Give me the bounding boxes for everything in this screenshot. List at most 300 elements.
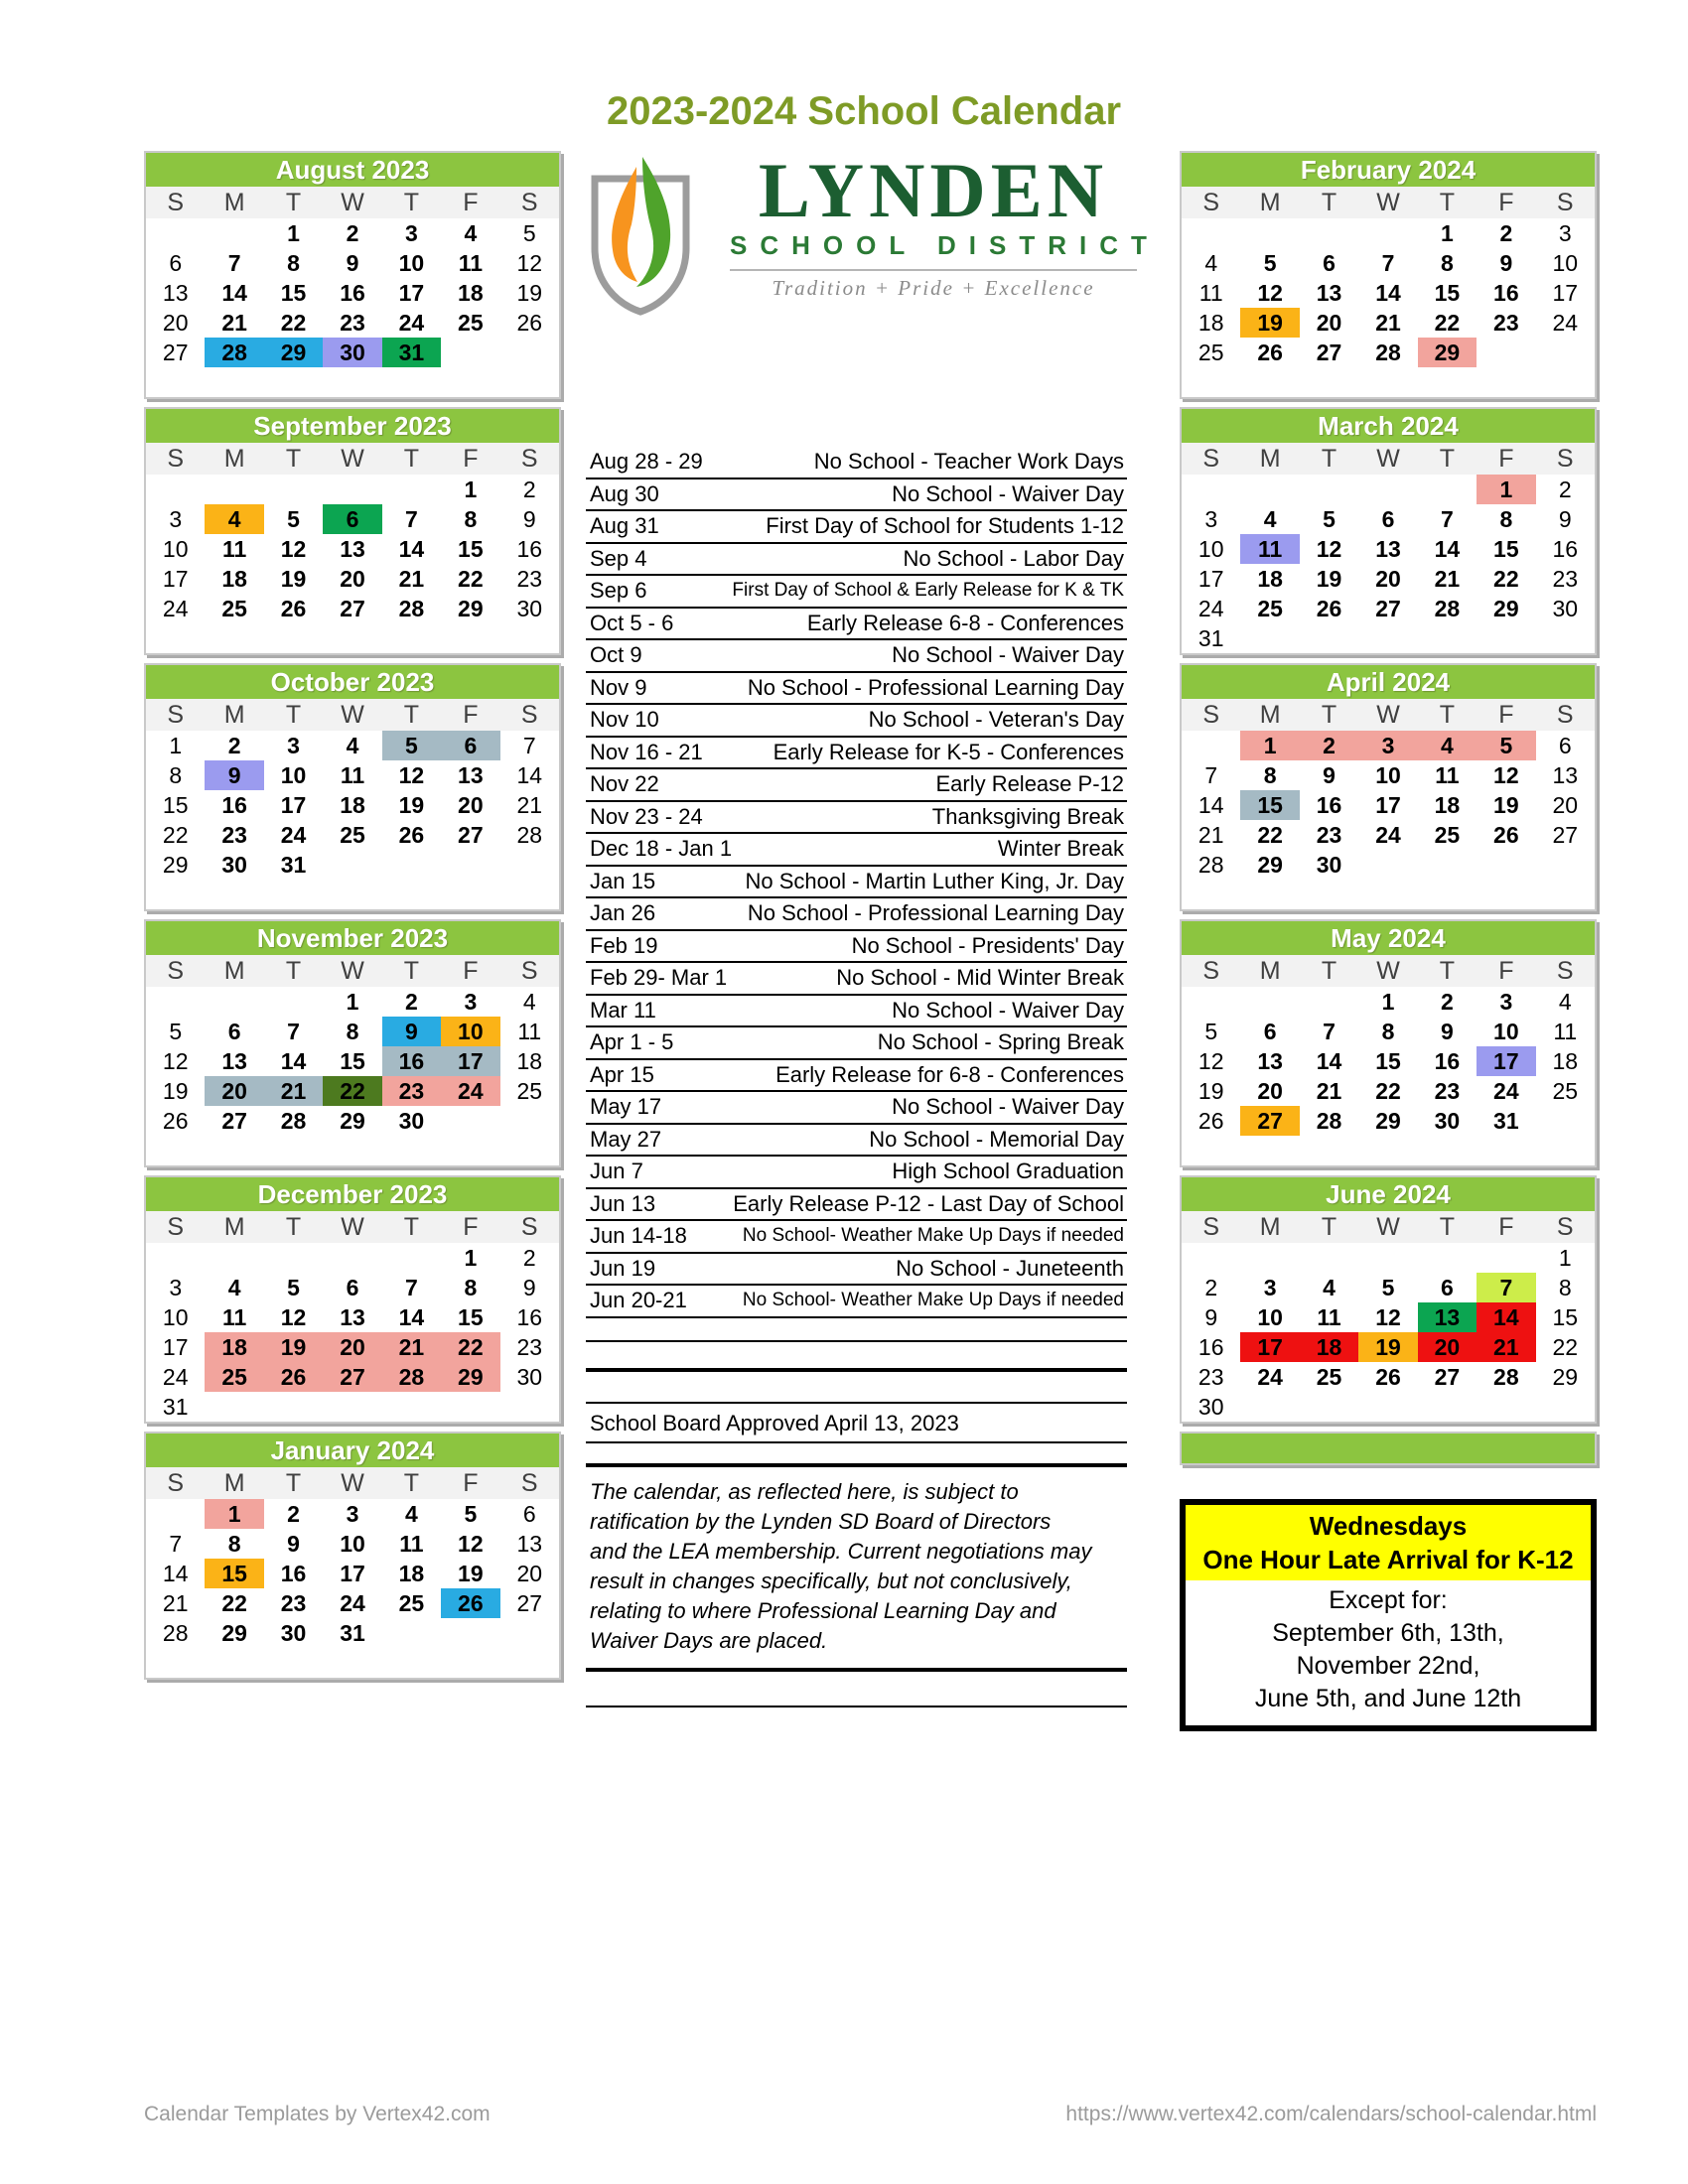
month-title: December 2023 <box>146 1177 559 1211</box>
day-cell: 25 <box>1434 822 1461 848</box>
day-cell: 31 <box>162 1394 189 1420</box>
day-cell: 9 <box>287 1531 300 1557</box>
day-cell <box>146 1243 205 1273</box>
event-row <box>586 931 1127 964</box>
day-cell: 29 <box>1552 1364 1579 1390</box>
week-row <box>146 475 559 504</box>
day-cell <box>264 1243 323 1273</box>
event-date: Nov 22 <box>590 771 659 797</box>
day-cell: 31 <box>340 1620 365 1646</box>
disclaimer-line: The calendar, as reflected here, is subject to <box>590 1478 1019 1504</box>
event-description: No School - Juneteenth <box>896 1255 1124 1281</box>
day-cell: 22 <box>458 566 484 592</box>
day-cell <box>1240 987 1299 1017</box>
day-cell: 4 <box>227 1275 241 1300</box>
event-row <box>586 544 1127 577</box>
months-column-left <box>144 151 561 1688</box>
event-description: No School - Waiver Day <box>892 480 1124 506</box>
day-cell: 11 <box>340 762 365 788</box>
day-cell-highlighted: 15 <box>205 1559 263 1588</box>
day-cell: 12 <box>1375 1304 1401 1330</box>
day-cell: 12 <box>280 1304 307 1330</box>
district-logo-text <box>730 147 1160 301</box>
day-cell: 15 <box>458 1304 484 1330</box>
event-row <box>586 1286 1127 1318</box>
week-row <box>146 1046 559 1076</box>
day-cell-highlighted: 25 <box>205 1362 263 1392</box>
weekday-label: F <box>1498 701 1514 729</box>
week-row <box>1182 248 1595 278</box>
day-cell-highlighted: 7 <box>1477 1273 1535 1302</box>
day-cell: 23 <box>1316 822 1342 848</box>
day-cell-highlighted: 5 <box>382 731 441 760</box>
day-cell <box>1477 1136 1535 1165</box>
week-row <box>146 594 559 623</box>
weekday-label: T <box>403 957 420 985</box>
day-cell <box>1182 475 1240 504</box>
day-cell: 16 <box>1552 536 1579 562</box>
event-description: Early Release for 6-8 - Conferences <box>775 1061 1124 1087</box>
event-date: Aug 30 <box>590 480 659 506</box>
day-cell <box>382 880 441 909</box>
event-row <box>586 609 1127 641</box>
day-cell: 30 <box>1316 852 1342 878</box>
day-cell: 9 <box>1323 762 1336 788</box>
day-cell <box>1477 367 1535 397</box>
district-logo-flame-icon <box>581 149 700 318</box>
event-description: First Day of School & Early Release for K & TK <box>732 580 1124 602</box>
day-cell: 21 <box>1434 566 1461 592</box>
day-cell <box>205 1392 263 1422</box>
day-cell: 19 <box>162 1078 189 1104</box>
day-cell: 7 <box>1323 1019 1336 1044</box>
day-cell: 13 <box>1552 762 1579 788</box>
event-row <box>586 834 1127 867</box>
week-row <box>1182 367 1595 397</box>
day-cell: 14 <box>221 280 247 306</box>
weekday-label: W <box>1376 701 1400 729</box>
day-cell: 29 <box>458 596 484 621</box>
weekday-label: M <box>1259 189 1281 216</box>
day-cell <box>205 367 263 397</box>
weekday-label: T <box>1439 701 1456 729</box>
day-cell: 6 <box>1263 1019 1277 1044</box>
event-description: No School - Mid Winter Break <box>836 965 1124 991</box>
day-cell: 16 <box>221 792 247 818</box>
week-row <box>146 1332 559 1362</box>
day-cell: 1 <box>287 220 300 246</box>
day-cell: 29 <box>1375 1108 1401 1134</box>
day-cell: 15 <box>162 792 189 818</box>
weekday-label: W <box>1376 445 1400 473</box>
day-cell <box>1182 1243 1240 1273</box>
day-cell-highlighted: 30 <box>323 338 381 367</box>
day-cell: 27 <box>162 340 189 365</box>
weekday-label: S <box>520 701 538 729</box>
event-date: May 27 <box>590 1126 662 1152</box>
day-cell: 10 <box>162 536 189 562</box>
day-cell: 10 <box>1493 1019 1519 1044</box>
week-row <box>146 850 559 880</box>
day-cell: 3 <box>1499 989 1513 1015</box>
day-cell: 31 <box>1493 1108 1519 1134</box>
event-date: Jun 7 <box>590 1159 643 1184</box>
late-arrival-notice <box>1180 1499 1597 1731</box>
day-cell: 21 <box>1375 310 1401 336</box>
event-date: Oct 9 <box>590 642 642 668</box>
weekday-label: T <box>285 1213 302 1241</box>
weekday-label: F <box>463 1469 479 1497</box>
day-cell: 17 <box>398 280 425 306</box>
day-cell: 14 <box>162 1561 189 1586</box>
day-cell <box>500 850 559 880</box>
day-cell <box>264 475 323 504</box>
week-row <box>146 1243 559 1273</box>
event-row <box>586 996 1127 1028</box>
footer-url[interactable]: https://www.vertex42.com/calendars/school-calendar.html <box>1065 2103 1597 2125</box>
day-cell: 19 <box>1316 566 1342 592</box>
event-row <box>586 1157 1127 1189</box>
day-cell: 26 <box>1375 1364 1401 1390</box>
day-cell: 20 <box>1257 1078 1283 1104</box>
day-cell: 10 <box>280 762 307 788</box>
week-row <box>1182 534 1595 564</box>
day-cell: 18 <box>398 1561 425 1586</box>
day-cell: 20 <box>1552 792 1579 818</box>
day-cell: 4 <box>405 1501 418 1527</box>
day-cell: 22 <box>1493 566 1519 592</box>
day-cell: 17 <box>340 1561 365 1586</box>
event-date: Dec 18 - Jan 1 <box>590 836 733 862</box>
weekday-label: W <box>1376 189 1400 216</box>
day-cell: 28 <box>398 596 425 621</box>
day-cell-highlighted: 13 <box>1418 1302 1477 1332</box>
event-description: No School- Weather Make Up Days if needed <box>742 1225 1124 1247</box>
day-cell <box>441 850 499 880</box>
day-cell: 5 <box>169 1019 183 1044</box>
disclaimer-line: and the LEA membership. Current negotiations may <box>590 1538 1092 1564</box>
day-cell: 10 <box>1257 1304 1283 1330</box>
day-cell: 22 <box>280 310 307 336</box>
weekday-label: S <box>167 445 185 473</box>
day-cell: 28 <box>1375 340 1401 365</box>
day-cell: 19 <box>458 1561 484 1586</box>
weekday-label: S <box>167 701 185 729</box>
day-cell: 23 <box>221 822 247 848</box>
day-cell: 25 <box>1197 340 1224 365</box>
day-cell: 27 <box>1375 596 1401 621</box>
event-date: Aug 28 - 29 <box>590 449 703 475</box>
month-november-2023 <box>144 919 561 1167</box>
day-cell <box>146 218 205 248</box>
event-date: Mar 11 <box>590 997 656 1023</box>
day-cell: 24 <box>280 822 307 848</box>
day-cell: 16 <box>1197 1334 1224 1360</box>
day-cell: 9 <box>1499 250 1513 276</box>
day-cell: 15 <box>1434 280 1461 306</box>
day-cell-highlighted: 4 <box>1418 731 1477 760</box>
month-title: April 2024 <box>1182 665 1595 699</box>
day-cell-highlighted: 29 <box>441 1362 499 1392</box>
weekday-label: F <box>463 1213 479 1241</box>
day-cell: 23 <box>1434 1078 1461 1104</box>
event-row <box>586 1125 1127 1158</box>
event-row <box>586 705 1127 738</box>
month-october-2023 <box>144 663 561 911</box>
event-date: Jun 20-21 <box>590 1288 687 1313</box>
day-cell: 10 <box>1552 250 1579 276</box>
day-cell: 30 <box>1197 1394 1224 1420</box>
day-cell: 26 <box>398 822 425 848</box>
day-cell: 13 <box>1316 280 1342 306</box>
day-cell <box>323 623 381 653</box>
event-date: Feb 19 <box>590 932 658 958</box>
weekday-label: F <box>463 189 479 216</box>
day-cell-highlighted: 26 <box>441 1588 499 1618</box>
week-row <box>1182 1017 1595 1046</box>
day-cell: 9 <box>1558 506 1572 532</box>
day-cell <box>205 623 263 653</box>
day-cell: 21 <box>162 1590 189 1616</box>
day-cell: 27 <box>516 1590 543 1616</box>
event-description: Early Release P-12 - Last Day of School <box>733 1190 1124 1216</box>
week-row <box>146 790 559 820</box>
day-cell: 17 <box>1375 792 1401 818</box>
month-title: June 2024 <box>1182 1177 1595 1211</box>
day-cell: 31 <box>280 852 307 878</box>
day-cell: 12 <box>1257 280 1283 306</box>
day-cell: 3 <box>287 733 300 758</box>
empty-month-header-bar <box>1180 1432 1597 1465</box>
day-cell <box>382 1648 441 1678</box>
day-cell: 30 <box>516 1364 543 1390</box>
day-cell-highlighted: 31 <box>382 338 441 367</box>
weekday-label: T <box>403 1469 420 1497</box>
day-cell <box>205 880 263 909</box>
week-row <box>146 1588 559 1618</box>
day-cell: 29 <box>340 1108 365 1134</box>
day-cell: 7 <box>1441 506 1454 532</box>
day-cell: 12 <box>458 1531 484 1557</box>
week-row <box>1182 475 1595 504</box>
day-cell: 8 <box>1381 1019 1395 1044</box>
day-cell: 23 <box>1552 566 1579 592</box>
day-cell <box>1358 1136 1417 1165</box>
day-cell: 10 <box>1197 536 1224 562</box>
day-cell-highlighted: 6 <box>441 731 499 760</box>
day-cell: 10 <box>1375 762 1401 788</box>
event-date: Oct 5 - 6 <box>590 610 674 635</box>
day-cell: 23 <box>340 310 365 336</box>
day-cell: 13 <box>458 762 484 788</box>
day-cell: 27 <box>340 596 365 621</box>
day-cell-highlighted: 27 <box>1240 1106 1299 1136</box>
day-cell <box>441 1106 499 1136</box>
day-cell: 12 <box>1197 1048 1224 1074</box>
week-row <box>146 731 559 760</box>
weekday-label: T <box>285 957 302 985</box>
day-cell <box>1418 1243 1477 1273</box>
day-cell: 14 <box>1197 792 1224 818</box>
day-cell: 1 <box>169 733 183 758</box>
day-cell: 19 <box>1493 792 1519 818</box>
day-cell: 6 <box>1323 250 1336 276</box>
footer-credit: Calendar Templates by Vertex42.com <box>144 2103 491 2125</box>
day-cell: 21 <box>1197 822 1224 848</box>
day-cell <box>323 367 381 397</box>
day-cell: 13 <box>340 536 365 562</box>
weekday-label: S <box>1556 1213 1574 1241</box>
day-cell: 30 <box>221 852 247 878</box>
weekday-label: W <box>341 445 364 473</box>
day-cell: 2 <box>346 220 359 246</box>
event-row <box>586 447 1127 479</box>
day-cell <box>1358 475 1417 504</box>
day-cell <box>1182 731 1240 760</box>
separator-line <box>586 1372 1127 1404</box>
day-cell <box>264 1136 323 1165</box>
event-row <box>586 511 1127 544</box>
week-row <box>1182 1362 1595 1392</box>
events-panel <box>586 447 1127 1707</box>
day-cell: 18 <box>1257 566 1283 592</box>
weekday-label: T <box>1439 189 1456 216</box>
week-row <box>1182 850 1595 880</box>
day-cell: 15 <box>1552 1304 1579 1330</box>
month-february-2024 <box>1180 151 1597 399</box>
day-cell: 14 <box>1434 536 1461 562</box>
day-cell: 21 <box>221 310 247 336</box>
week-row <box>1182 623 1595 653</box>
day-cell: 14 <box>398 1304 425 1330</box>
event-date: Nov 16 - 21 <box>590 739 703 764</box>
day-cell-highlighted: 1 <box>205 1499 263 1529</box>
week-row <box>146 248 559 278</box>
day-cell <box>1418 623 1477 653</box>
day-cell: 17 <box>162 566 189 592</box>
day-cell <box>1358 850 1417 880</box>
day-cell <box>500 1136 559 1165</box>
week-row <box>1182 880 1595 909</box>
disclaimer-line: Waiver Days are placed. <box>590 1627 828 1653</box>
day-cell: 26 <box>280 596 307 621</box>
day-cell <box>441 880 499 909</box>
day-cell: 24 <box>162 596 189 621</box>
day-cell: 2 <box>287 1501 300 1527</box>
month-title: May 2024 <box>1182 921 1595 955</box>
day-cell <box>1418 475 1477 504</box>
week-row <box>146 278 559 308</box>
day-cell: 28 <box>280 1108 307 1134</box>
week-row <box>146 308 559 338</box>
day-cell <box>500 1392 559 1422</box>
event-row <box>586 640 1127 673</box>
day-cell <box>1300 475 1358 504</box>
day-cell: 22 <box>1434 310 1461 336</box>
day-cell <box>382 1136 441 1165</box>
day-cell: 11 <box>517 1019 542 1044</box>
day-cell: 7 <box>1381 250 1395 276</box>
day-cell: 16 <box>1493 280 1519 306</box>
day-cell <box>1358 367 1417 397</box>
day-cell <box>323 1136 381 1165</box>
day-cell <box>1536 1106 1595 1136</box>
day-cell-highlighted: 21 <box>264 1076 323 1106</box>
disclaimer-line: relating to where Professional Learning Day and <box>590 1597 1056 1623</box>
event-date: Nov 23 - 24 <box>590 803 703 829</box>
day-cell: 11 <box>399 1531 424 1557</box>
day-cell: 3 <box>405 220 418 246</box>
day-cell <box>1358 1243 1417 1273</box>
day-cell: 30 <box>398 1108 425 1134</box>
day-cell: 12 <box>398 762 425 788</box>
weekday-label: S <box>1202 445 1220 473</box>
day-cell: 14 <box>398 536 425 562</box>
weekday-label: S <box>1556 701 1574 729</box>
weekday-label: S <box>1202 1213 1220 1241</box>
weekday-header-row <box>146 1211 559 1243</box>
day-cell: 4 <box>1263 506 1277 532</box>
day-cell: 27 <box>458 822 484 848</box>
day-cell: 24 <box>1257 1364 1283 1390</box>
day-cell: 4 <box>1204 250 1218 276</box>
week-row <box>1182 1243 1595 1273</box>
day-cell <box>1240 367 1299 397</box>
day-cell-highlighted: 21 <box>1477 1332 1535 1362</box>
day-cell <box>1300 987 1358 1017</box>
event-description: Early Release for K-5 - Conferences <box>773 739 1124 764</box>
day-cell <box>500 1618 559 1648</box>
day-cell <box>382 1243 441 1273</box>
day-cell <box>1536 367 1595 397</box>
day-cell: 22 <box>1552 1334 1579 1360</box>
day-cell: 12 <box>1316 536 1342 562</box>
day-cell: 13 <box>1375 536 1401 562</box>
day-cell: 3 <box>169 1275 183 1300</box>
day-cell: 22 <box>162 822 189 848</box>
day-cell: 20 <box>516 1561 543 1586</box>
week-row <box>146 1136 559 1165</box>
weekday-label: S <box>1556 445 1574 473</box>
weekday-label: W <box>1376 1213 1400 1241</box>
weekday-label: M <box>1259 445 1281 473</box>
day-cell: 4 <box>464 220 478 246</box>
week-row <box>1182 1302 1595 1332</box>
weekday-header-row <box>146 699 559 731</box>
late-arrival-subtitle: One Hour Late Arrival for K-12 <box>1202 1545 1574 1574</box>
weekday-label: M <box>1259 1213 1281 1241</box>
weekday-label: F <box>1498 957 1514 985</box>
day-cell <box>323 475 381 504</box>
event-description: High School Graduation <box>892 1159 1124 1184</box>
day-cell <box>1536 338 1595 367</box>
day-cell: 20 <box>162 310 189 336</box>
event-date: May 17 <box>590 1094 662 1120</box>
day-cell <box>1182 367 1240 397</box>
day-cell: 5 <box>1263 250 1277 276</box>
event-description: Early Release 6-8 - Conferences <box>806 610 1124 635</box>
day-cell: 25 <box>1316 1364 1342 1390</box>
day-cell-highlighted: 16 <box>382 1046 441 1076</box>
week-row <box>146 1392 559 1422</box>
week-row <box>1182 760 1595 790</box>
weekday-label: S <box>1202 189 1220 216</box>
day-cell <box>1300 1392 1358 1422</box>
day-cell: 13 <box>340 1304 365 1330</box>
day-cell-highlighted: 19 <box>1240 308 1299 338</box>
month-title: September 2023 <box>146 409 559 443</box>
weekday-label: F <box>1498 189 1514 216</box>
